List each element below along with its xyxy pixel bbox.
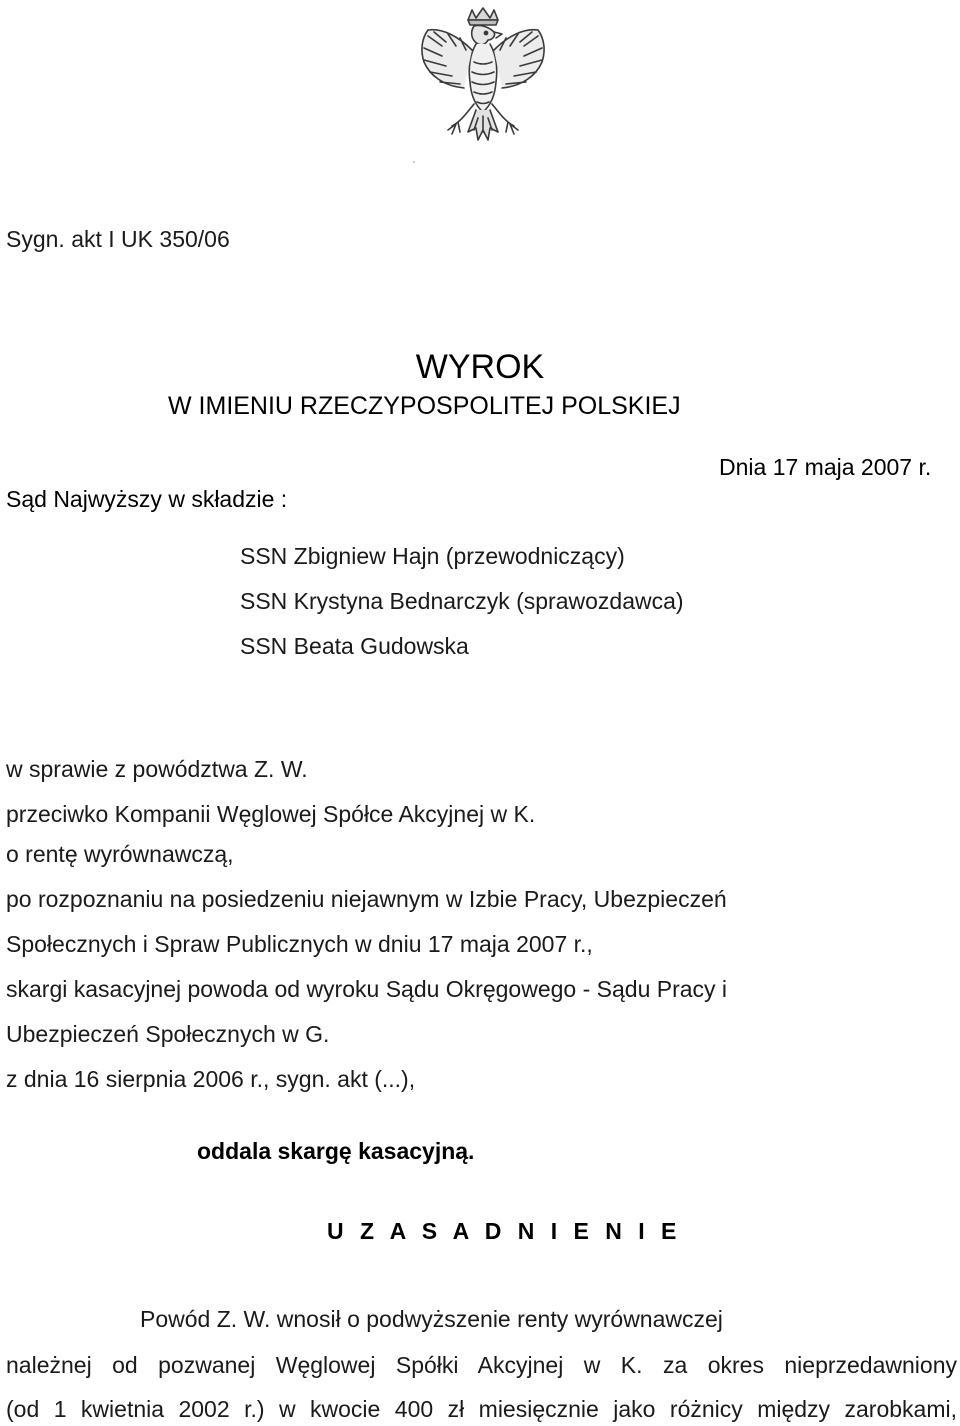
justification-line: należnej od pozwanej Węglowej Spółki Akcyjnej w K. za okres nieprzedawniony bbox=[6, 1352, 957, 1378]
case-line: w sprawie z powództwa Z. W. bbox=[6, 756, 308, 782]
case-line: Społecznych i Spraw Publicznych w dniu 17 maja 2007 r., bbox=[6, 931, 593, 957]
case-line: po rozpoznaniu na posiedzeniu niejawnym w Izbie Pracy, Ubezpieczeń bbox=[6, 886, 727, 912]
document-subtitle: W IMIENIU RZECZYPOSPOLITEJ POLSKIEJ bbox=[168, 392, 681, 420]
case-reference: Sygn. akt I UK 350/06 bbox=[6, 226, 230, 252]
document-title: WYROK bbox=[415, 348, 545, 386]
verdict: oddala skargę kasacyjną. bbox=[197, 1138, 475, 1164]
judge-presiding: SSN Zbigniew Hajn (przewodniczący) bbox=[240, 543, 625, 569]
judge-rapporteur: SSN Krystyna Bednarczyk (sprawozdawca) bbox=[240, 588, 684, 614]
case-line: Ubezpieczeń Społecznych w G. bbox=[6, 1021, 330, 1047]
justification-line: Powód Z. W. wnosił o podwyższenie renty wyrównawczej bbox=[140, 1306, 723, 1332]
case-line: skargi kasacyjnej powoda od wyroku Sądu Okręgowego - Sądu Pracy i bbox=[6, 976, 728, 1002]
case-line: o rentę wyrównawczą, bbox=[6, 841, 234, 867]
judge-member: SSN Beata Gudowska bbox=[240, 633, 469, 659]
judgment-date: Dnia 17 maja 2007 r. bbox=[719, 454, 932, 480]
justification-heading: U Z A S A D N I E N I E bbox=[327, 1218, 682, 1244]
court-composition-label: Sąd Najwyższy w składzie : bbox=[6, 486, 288, 512]
case-line: z dnia 16 sierpnia 2006 r., sygn. akt (...), bbox=[6, 1066, 416, 1092]
justification-line: (od 1 kwietnia 2002 r.) w kwocie 400 zł miesięcznie jako różnicy między zarobkami, bbox=[6, 1396, 957, 1422]
case-line: przeciwko Kompanii Węglowej Spółce Akcyjnej w K. bbox=[6, 801, 536, 827]
polish-eagle-emblem-icon bbox=[408, 6, 558, 170]
